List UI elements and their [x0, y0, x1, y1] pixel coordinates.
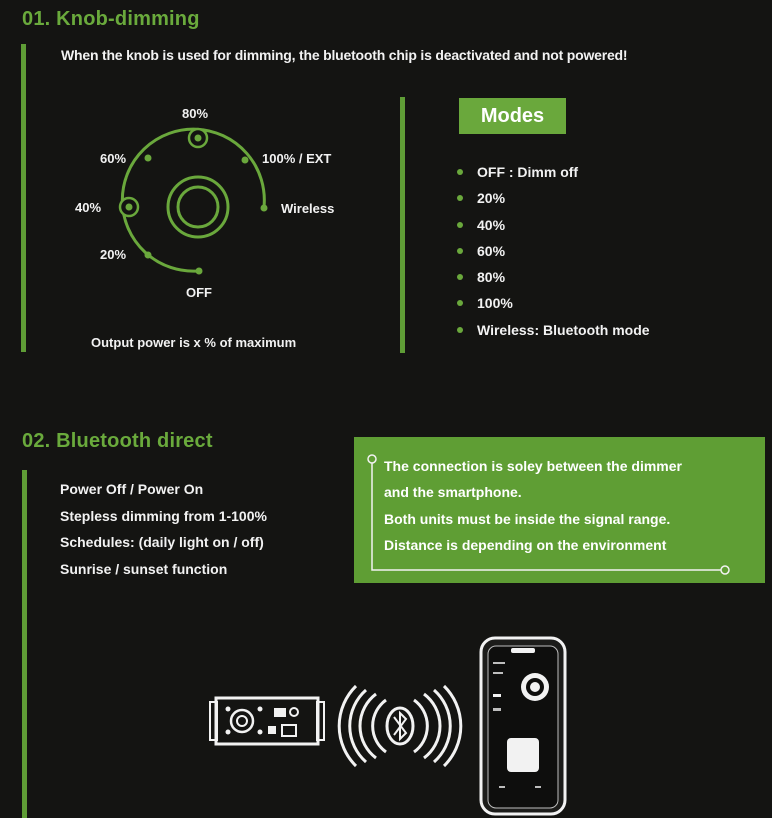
- mode-item: 100%: [457, 290, 650, 316]
- knob-label-off: OFF: [186, 285, 212, 300]
- mode-item: OFF : Dimm off: [457, 159, 650, 185]
- marker-20: [145, 252, 152, 259]
- smartphone-icon: [475, 636, 571, 818]
- section1-note: When the knob is used for dimming, the bluetooth chip is deactivated and not powered!: [61, 47, 628, 63]
- section2-title: 02. Bluetooth direct: [22, 430, 213, 452]
- feature-item: Stepless dimming from 1-100%: [60, 507, 267, 524]
- knob-caption: Output power is x % of maximum: [91, 335, 297, 350]
- knob-label-80: 80%: [182, 106, 209, 121]
- info-box: [354, 437, 765, 583]
- knob-label-40: 40%: [75, 200, 102, 215]
- marker-wireless: [261, 205, 268, 212]
- info-line: The connection is soley between the dimmer: [384, 458, 682, 474]
- marker-off: [196, 268, 203, 275]
- mode-item: 80%: [457, 264, 650, 290]
- dial-arc: [122, 129, 264, 271]
- section1-title: 01. Knob-dimming: [22, 8, 200, 30]
- knob-label-wireless: Wireless: [281, 201, 335, 216]
- info-line: Both units must be inside the signal range.: [384, 510, 671, 527]
- feature-item: Sunrise / sunset function: [60, 560, 228, 577]
- modes-list: [457, 159, 650, 343]
- knob-label-20: 20%: [100, 247, 127, 262]
- info-line: Distance is depending on the environment: [384, 536, 667, 553]
- mode-item: 20%: [457, 185, 650, 211]
- feature-list: [60, 476, 267, 582]
- knob-dial-diagram: [0, 0, 400, 360]
- mode-item: 60%: [457, 238, 650, 264]
- dimmer-device-icon: [208, 692, 328, 754]
- knob-label-100: 100% / EXT: [262, 151, 332, 166]
- bluetooth-waves-icon: [336, 682, 464, 770]
- feature-item: Schedules: (daily light on / off): [60, 534, 264, 550]
- mode-item: 40%: [457, 212, 650, 238]
- knob-label-60: 60%: [100, 151, 127, 166]
- knob-inner-ring: [178, 187, 218, 227]
- feature-item: Power Off / Power On: [60, 481, 204, 497]
- section2-bar: [22, 470, 27, 818]
- info-line: and the smartphone.: [384, 484, 522, 501]
- marker-100: [242, 157, 249, 164]
- mode-item: Wireless: Bluetooth mode: [457, 317, 650, 343]
- marker-60: [145, 155, 152, 162]
- modes-header: Modes: [459, 98, 566, 134]
- modes-divider: [400, 97, 405, 353]
